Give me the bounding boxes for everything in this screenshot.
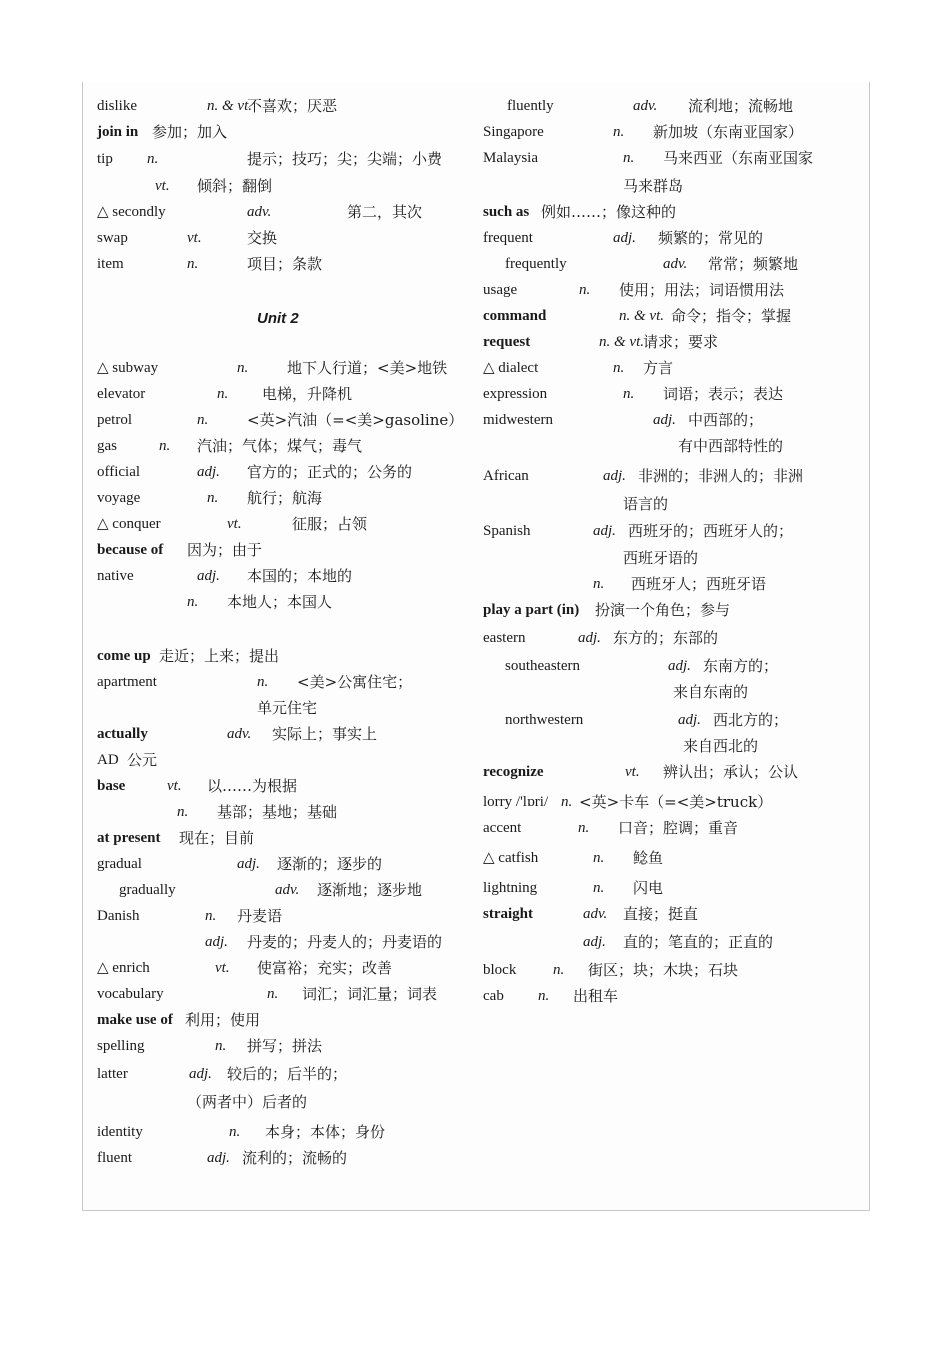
part-of-speech: vt. (155, 178, 170, 194)
vocab-word: northwestern (505, 712, 584, 728)
vocab-word: swap (97, 230, 128, 246)
vocab-word: △ enrich (97, 960, 150, 976)
word-meaning: 地下人行道；<美>地铁 (287, 359, 448, 377)
part-of-speech: vt. (215, 960, 230, 976)
part-of-speech: adj. (237, 856, 260, 872)
part-of-speech: n. (623, 150, 635, 166)
word-meaning: 汽油；气体；煤气；毒气 (197, 437, 363, 455)
word-meaning: 口音；腔调；重音 (618, 819, 739, 837)
word-meaning: 交换 (247, 229, 278, 247)
vocab-word: gradual (97, 856, 142, 872)
word-meaning: 来自东南的 (673, 683, 749, 701)
part-of-speech: adj. (578, 630, 601, 646)
word-meaning: <英>汽油（=<美>gasoline） (247, 411, 464, 429)
part-of-speech: n. (197, 412, 209, 428)
word-meaning: 方言 (643, 359, 674, 377)
word-meaning: 电梯，升降机 (262, 385, 353, 403)
word-meaning: 词语；表示；表达 (663, 385, 784, 403)
word-meaning: 较后的；后半的； (227, 1065, 348, 1083)
word-meaning: 拼写；拼法 (247, 1037, 323, 1055)
word-meaning: 马来群岛 (623, 177, 684, 195)
word-meaning: 本身；本体；身份 (265, 1123, 386, 1141)
vocab-word: lightning (483, 880, 538, 896)
vocab-word: frequently (505, 256, 567, 272)
word-meaning: 西班牙人；西班牙语 (631, 575, 767, 593)
word-meaning: 航行；航海 (247, 489, 323, 507)
vocab-word: apartment (97, 674, 157, 690)
word-meaning: 使用；用法；词语惯用法 (619, 281, 785, 299)
vocab-word: eastern (483, 630, 526, 646)
word-meaning: 征服；占领 (292, 515, 368, 533)
word-meaning: 基部；基地；基础 (217, 803, 338, 821)
vocab-word: vocabulary (97, 986, 164, 1002)
vocab-word: AD (97, 752, 119, 768)
vocab-word: item (97, 256, 124, 272)
part-of-speech: adj. (197, 464, 220, 480)
word-meaning: 利用；使用 (185, 1011, 261, 1029)
vocab-word: tip (97, 151, 113, 167)
part-of-speech: adv. (227, 726, 252, 742)
word-meaning: 因为；由于 (187, 541, 263, 559)
vocab-word: spelling (97, 1038, 145, 1054)
part-of-speech: n. (613, 360, 625, 376)
word-meaning: 以……为根据 (207, 777, 298, 795)
part-of-speech: adj. (668, 658, 691, 674)
part-of-speech: n. (579, 282, 591, 298)
word-meaning: 倾斜；翻倒 (197, 177, 273, 195)
vocab-word: identity (97, 1124, 143, 1140)
word-meaning: 使富裕；充实；改善 (257, 959, 393, 977)
part-of-speech: n. (229, 1124, 241, 1140)
part-of-speech: vt. (227, 516, 242, 532)
vocab-word: petrol (97, 412, 132, 428)
word-meaning: 非洲的；非洲人的；非洲 (638, 467, 804, 485)
word-meaning: 第二，其次 (347, 203, 423, 221)
word-meaning: 单元住宅 (257, 699, 318, 717)
part-of-speech: adj. (205, 934, 228, 950)
word-meaning: 公元 (127, 751, 158, 769)
vocab-word: actually (97, 726, 148, 742)
word-meaning: 丹麦语 (237, 907, 283, 925)
word-meaning: 西班牙语的 (623, 549, 699, 567)
word-meaning: 东南方的； (703, 657, 779, 675)
vocab-word: at present (97, 830, 161, 846)
vocab-word: dislike (97, 98, 137, 114)
part-of-speech: n. (237, 360, 249, 376)
word-meaning: 新加坡（东南亚国家） (653, 123, 804, 141)
part-of-speech: n. (578, 820, 590, 836)
vocab-word: official (97, 464, 141, 480)
vocab-word: △ secondly (97, 204, 166, 220)
vocab-word: △ dialect (483, 360, 539, 376)
word-meaning: 东方的；东部的 (613, 629, 719, 647)
vocab-word: △ subway (97, 360, 159, 376)
word-meaning: 西北方的； (713, 711, 789, 729)
part-of-speech: n. (177, 804, 189, 820)
vocab-word: cab (483, 988, 504, 1004)
vocab-word: block (483, 962, 517, 978)
word-meaning: 中西部的； (688, 411, 764, 429)
word-meaning: <美>公寓住宅； (297, 673, 413, 691)
part-of-speech: n. (593, 850, 605, 866)
part-of-speech: adj. (678, 712, 701, 728)
vocab-word: play a part (in) (483, 602, 580, 618)
vocab-word: native (97, 568, 134, 584)
part-of-speech: adv. (275, 882, 300, 898)
word-meaning: 辨认出；承认；公认 (663, 763, 799, 781)
part-of-speech: n. (613, 124, 625, 140)
part-of-speech: n. (267, 986, 279, 1002)
part-of-speech: vt. (625, 764, 640, 780)
word-meaning: 直接；挺直 (623, 905, 699, 923)
vocab-word: recognize (483, 764, 544, 780)
word-meaning: 提示；技巧；尖；尖端；小费 (247, 150, 443, 168)
vocab-word: elevator (97, 386, 146, 402)
word-meaning: 流利的；流畅的 (242, 1149, 348, 1167)
part-of-speech: adv. (247, 204, 272, 220)
vocab-word: command (483, 308, 547, 324)
word-meaning: 参加；加入 (152, 123, 228, 141)
word-meaning: 鲶鱼 (633, 849, 664, 867)
part-of-speech: n. (593, 880, 605, 896)
word-meaning: <英>卡车（=<美>truck） (579, 793, 773, 811)
scanned-page (82, 82, 870, 1211)
vocab-word: expression (483, 386, 548, 402)
vocab-word: usage (483, 282, 518, 298)
word-meaning: 例如……；像这种的 (541, 203, 677, 221)
word-meaning: 马来西亚（东南亚国家 (663, 149, 814, 167)
part-of-speech: n. (187, 594, 199, 610)
vocab-word: voyage (97, 490, 141, 506)
vocab-word: base (97, 778, 126, 794)
part-of-speech: adj. (189, 1066, 212, 1082)
vocab-word: make use of (97, 1012, 173, 1028)
part-of-speech: adj. (613, 230, 636, 246)
part-of-speech: n. (257, 674, 269, 690)
part-of-speech: adj. (593, 523, 616, 539)
vocab-word: straight (483, 906, 533, 922)
vocab-word: Spanish (483, 523, 531, 539)
part-of-speech: n. & vt. (619, 308, 664, 324)
word-meaning: 逐渐地；逐步地 (317, 881, 423, 899)
vocab-word: join in (97, 124, 139, 140)
word-meaning: 语言的 (623, 495, 669, 513)
vocab-word: lorry /'lɒri/ (483, 794, 549, 810)
word-meaning: 命令；指令；掌握 (671, 307, 792, 325)
vocab-word: Malaysia (483, 150, 538, 166)
word-meaning: 项目；条款 (247, 255, 323, 273)
vocab-word: △ catfish (483, 850, 539, 866)
word-meaning: 街区；块；木块；石块 (588, 961, 739, 979)
part-of-speech: adj. (583, 934, 606, 950)
word-meaning: 逐渐的；逐步的 (277, 855, 383, 873)
part-of-speech: n. (187, 256, 199, 272)
word-meaning: 词汇；词汇量；词表 (302, 985, 438, 1003)
part-of-speech: n. (593, 576, 605, 592)
part-of-speech: n. (623, 386, 635, 402)
part-of-speech: adv. (583, 906, 608, 922)
vocab-word: request (483, 334, 531, 350)
vocab-word: frequent (483, 230, 533, 246)
part-of-speech: n. (147, 151, 159, 167)
part-of-speech: adv. (663, 256, 688, 272)
vocab-word: southeastern (505, 658, 580, 674)
vocab-word: △ conquer (97, 516, 161, 532)
word-meaning: （两者中）后者的 (187, 1093, 308, 1111)
word-meaning: 来自西北的 (683, 737, 759, 755)
part-of-speech: vt. (167, 778, 182, 794)
part-of-speech: n. & vt. (599, 334, 644, 350)
word-meaning: 实际上；事实上 (272, 725, 378, 743)
word-meaning: 闪电 (633, 879, 664, 897)
word-meaning: 频繁的；常见的 (658, 229, 764, 247)
part-of-speech: n. (217, 386, 229, 402)
part-of-speech: adj. (603, 468, 626, 484)
part-of-speech: vt. (187, 230, 202, 246)
vocab-word: such as (483, 204, 530, 220)
word-meaning: 不喜欢；厌恶 (247, 97, 338, 115)
vocab-word: gradually (119, 882, 176, 898)
word-meaning: 本地人；本国人 (227, 593, 333, 611)
word-meaning: 出租车 (573, 987, 619, 1005)
word-meaning: 西班牙的；西班牙人的； (628, 522, 794, 540)
vocab-word: latter (97, 1066, 128, 1082)
word-meaning: 常常；频繁地 (708, 255, 799, 273)
part-of-speech: n. (205, 908, 217, 924)
word-meaning: 扮演一个角色；参与 (595, 601, 731, 619)
vocab-word: Danish (97, 908, 140, 924)
part-of-speech: adv. (633, 98, 658, 114)
vocab-word: accent (483, 820, 522, 836)
vocab-word: African (483, 468, 529, 484)
word-meaning: 直的；笔直的；正直的 (623, 933, 774, 951)
word-meaning: 官方的；正式的；公务的 (247, 463, 413, 481)
word-meaning: 本国的；本地的 (247, 567, 353, 585)
vocab-word: Singapore (483, 124, 544, 140)
part-of-speech: adj. (653, 412, 676, 428)
vocab-word: midwestern (483, 412, 553, 428)
part-of-speech: n. (561, 794, 573, 810)
word-meaning: 有中西部特性的 (678, 437, 784, 455)
part-of-speech: n. (159, 438, 171, 454)
word-meaning: 丹麦的；丹麦人的；丹麦语的 (247, 933, 443, 951)
word-meaning: 流利地；流畅地 (688, 97, 794, 115)
part-of-speech: n. (538, 988, 550, 1004)
vocab-word: because of (97, 542, 164, 558)
part-of-speech: n. (215, 1038, 227, 1054)
part-of-speech: n. (553, 962, 565, 978)
vocab-word: fluent (97, 1150, 132, 1166)
part-of-speech: n. (207, 490, 219, 506)
word-meaning: 请求；要求 (643, 333, 719, 351)
part-of-speech: adj. (197, 568, 220, 584)
word-meaning: 走近；上来；提出 (159, 647, 280, 665)
vocab-word: come up (97, 648, 151, 664)
vocab-word: fluently (507, 98, 554, 114)
vocab-word: gas (97, 438, 117, 454)
part-of-speech: n. & vt. (207, 98, 252, 114)
part-of-speech: adj. (207, 1150, 230, 1166)
word-meaning: 现在；目前 (179, 829, 255, 847)
unit-title: Unit 2 (257, 310, 299, 327)
